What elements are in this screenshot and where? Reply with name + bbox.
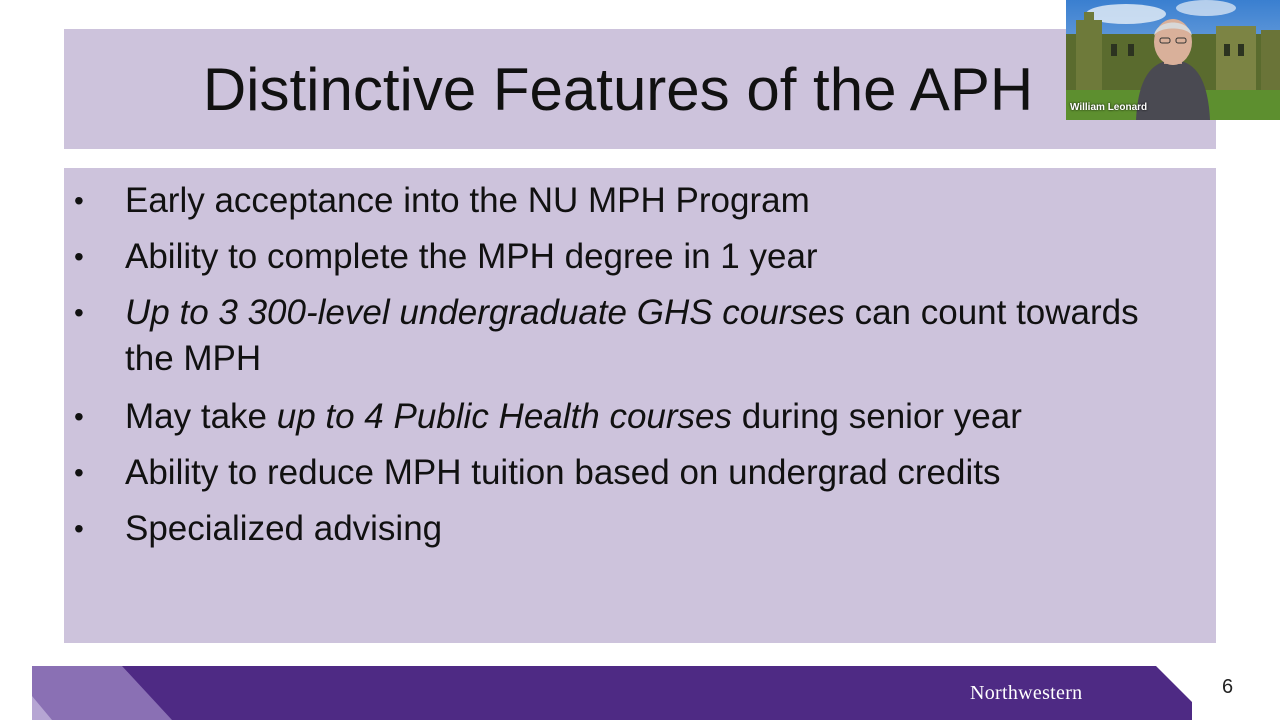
bullet-text: [125, 234, 1165, 280]
bullet-marker: •: [74, 513, 84, 544]
participant-video-tile[interactable]: [1066, 0, 1280, 120]
bullet-text-segment: can count towards the MPH: [125, 293, 1139, 378]
participant-name: William Leonard: [1070, 102, 1148, 113]
bullet-text: [125, 394, 1165, 440]
bullet-text: [125, 506, 1165, 552]
bullet-text-segment: during senior year: [732, 397, 1022, 436]
bullet-text: [125, 178, 1165, 224]
bullet-text: [125, 290, 1165, 382]
bullet-text-italic: up to 4 Public Health courses: [276, 397, 732, 436]
bullet-text-segment: Early acceptance into the NU MPH Program: [125, 181, 810, 220]
bullet-marker: •: [74, 241, 84, 272]
slide-number: 6: [1222, 676, 1234, 698]
bullet-text-segment: Ability to reduce MPH tuition based on undergrad credits: [125, 453, 1001, 492]
bullet-text-segment: Ability to complete the MPH degree in 1 year: [125, 237, 818, 276]
bullet-text-italic: Up to 3 300-level undergraduate GHS courses: [125, 293, 845, 332]
bullet-text-segment: Specialized advising: [125, 509, 443, 548]
bullet-marker: •: [74, 457, 84, 488]
northwestern-logo-text: Northwestern: [970, 682, 1083, 704]
slide-title: Distinctive Features of the APH: [202, 56, 1034, 123]
bullet-marker: •: [74, 401, 84, 432]
slide-body-panel: [64, 168, 1216, 643]
bullet-text-segment: May take: [125, 397, 277, 436]
footer-bar: [32, 666, 1192, 720]
bullet-text: [125, 450, 1165, 496]
bullet-marker: •: [74, 297, 84, 328]
bullet-marker: •: [74, 185, 84, 216]
